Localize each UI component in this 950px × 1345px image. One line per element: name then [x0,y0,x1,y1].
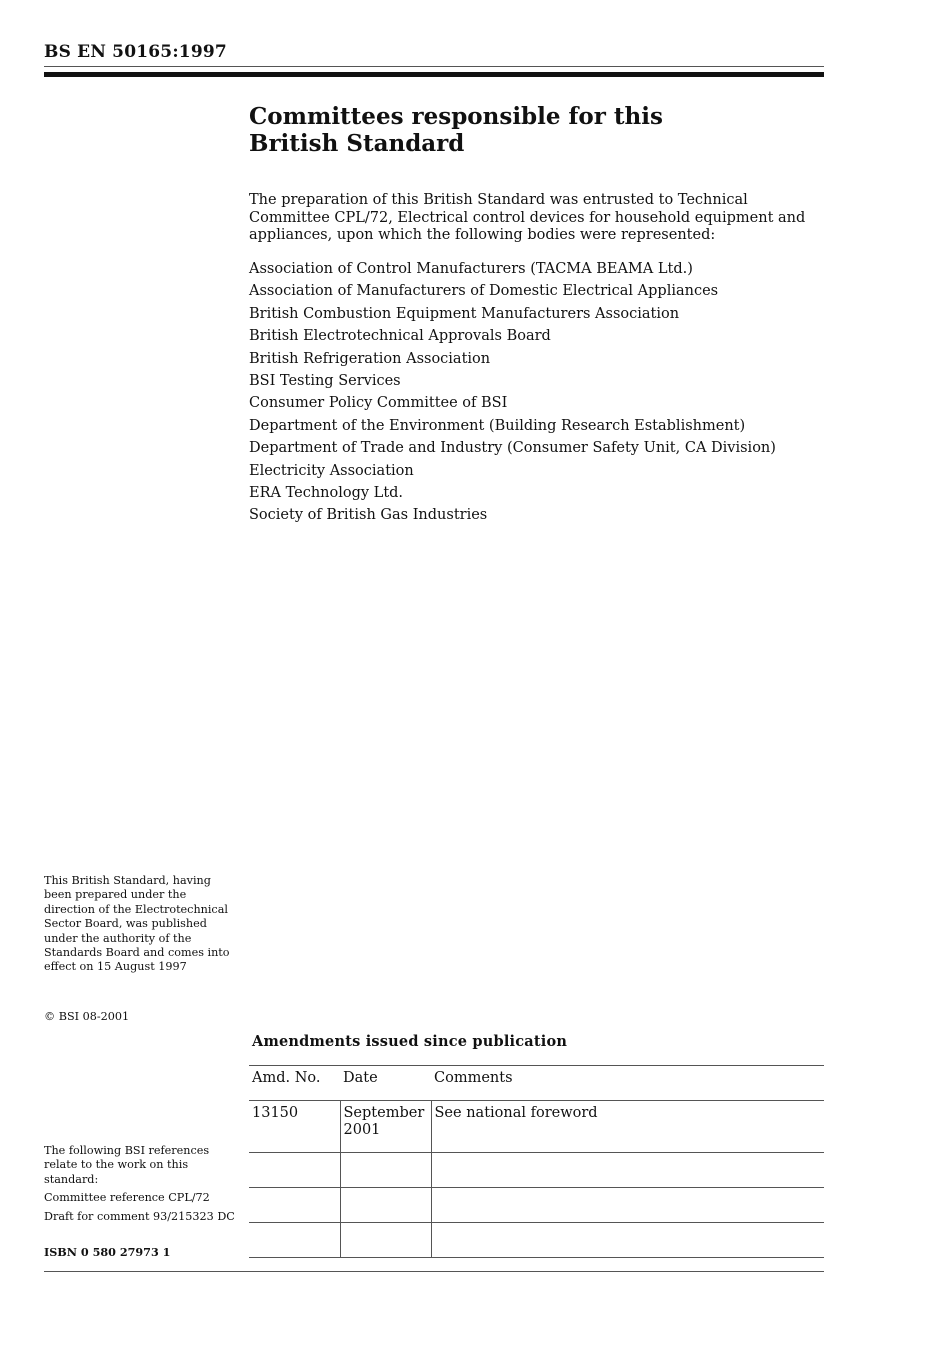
header-rule-thick [44,72,824,77]
cell-empty [340,1188,431,1223]
document-id: BS EN 50165:1997 [44,42,227,62]
copyright-notice: © BSI 08-2001 [44,1010,130,1023]
header-amd-no: Amd. No. [252,1070,321,1086]
committee-member-list [249,258,824,527]
cell-empty [431,1223,824,1258]
member-item: Association of Manufacturers of Domestic Electrical Appliances [249,283,719,300]
table-row [249,1101,824,1153]
member-item: Society of British Gas Industries [249,507,488,524]
member-item: British Refrigeration Association [249,350,491,367]
member-item: Electricity Association [249,462,414,479]
header-date: Date [343,1070,378,1086]
cell-empty [249,1223,340,1258]
draft-reference: Draft for comment 93/215323 DC [44,1209,235,1223]
member-item: Department of the Environment (Building Research Establishment) [249,417,746,434]
publication-note: This British Standard, having been prepared under the direction of the Electrotechnical Sector Board, was published under the authority of the Standards Board and comes into effect on 15 August 1997 [44,874,230,974]
committee-reference: Committee reference CPL/72 [44,1191,210,1205]
cell-empty [340,1223,431,1258]
cell-empty [431,1153,824,1188]
header-comments: Comments [434,1070,513,1086]
member-item: Department of Trade and Industry (Consumer Safety Unit, CA Division) [249,440,776,457]
page-title-line-2: British Standard [249,130,465,157]
table-row-empty [249,1188,824,1223]
header-rule-thin [44,66,824,67]
isbn: ISBN 0 580 27973 1 [44,1245,171,1259]
table-row-empty [249,1153,824,1188]
cell-empty [340,1153,431,1188]
amendments-title: Amendments issued since publication [252,1033,568,1050]
intro-paragraph: The preparation of this British Standard was entrusted to Technical Committee CPL/72, Electrical control devices for household equipment and appliances, upon which the following bodies were represented: [249,192,806,243]
amendments-header-row [249,1066,824,1101]
member-item: British Electrotechnical Approvals Board [249,328,551,345]
footer-rule [44,1271,824,1272]
page-title-line-1: Committees responsible for this [249,103,663,130]
member-item: ERA Technology Ltd. [249,484,404,501]
member-item: BSI Testing Services [249,372,401,389]
page-title [249,103,809,157]
table-row-empty [249,1223,824,1258]
cell-date: September 2001 [340,1101,431,1153]
references-intro: The following BSI references relate to the work on this standard: [44,1144,210,1186]
bsi-references [44,1144,244,1224]
cell-comments: See national foreword [434,1105,598,1121]
cell-empty [249,1153,340,1188]
cell-amd-no: 13150 [249,1101,340,1153]
member-item: Association of Control Manufacturers (TACMA BEAMA Ltd.) [249,261,693,277]
member-item: Consumer Policy Committee of BSI [249,395,508,412]
amendments-table [249,1065,824,1258]
cell-empty [431,1188,824,1223]
cell-empty [249,1188,340,1223]
member-item: British Combustion Equipment Manufacturers Association [249,305,680,322]
